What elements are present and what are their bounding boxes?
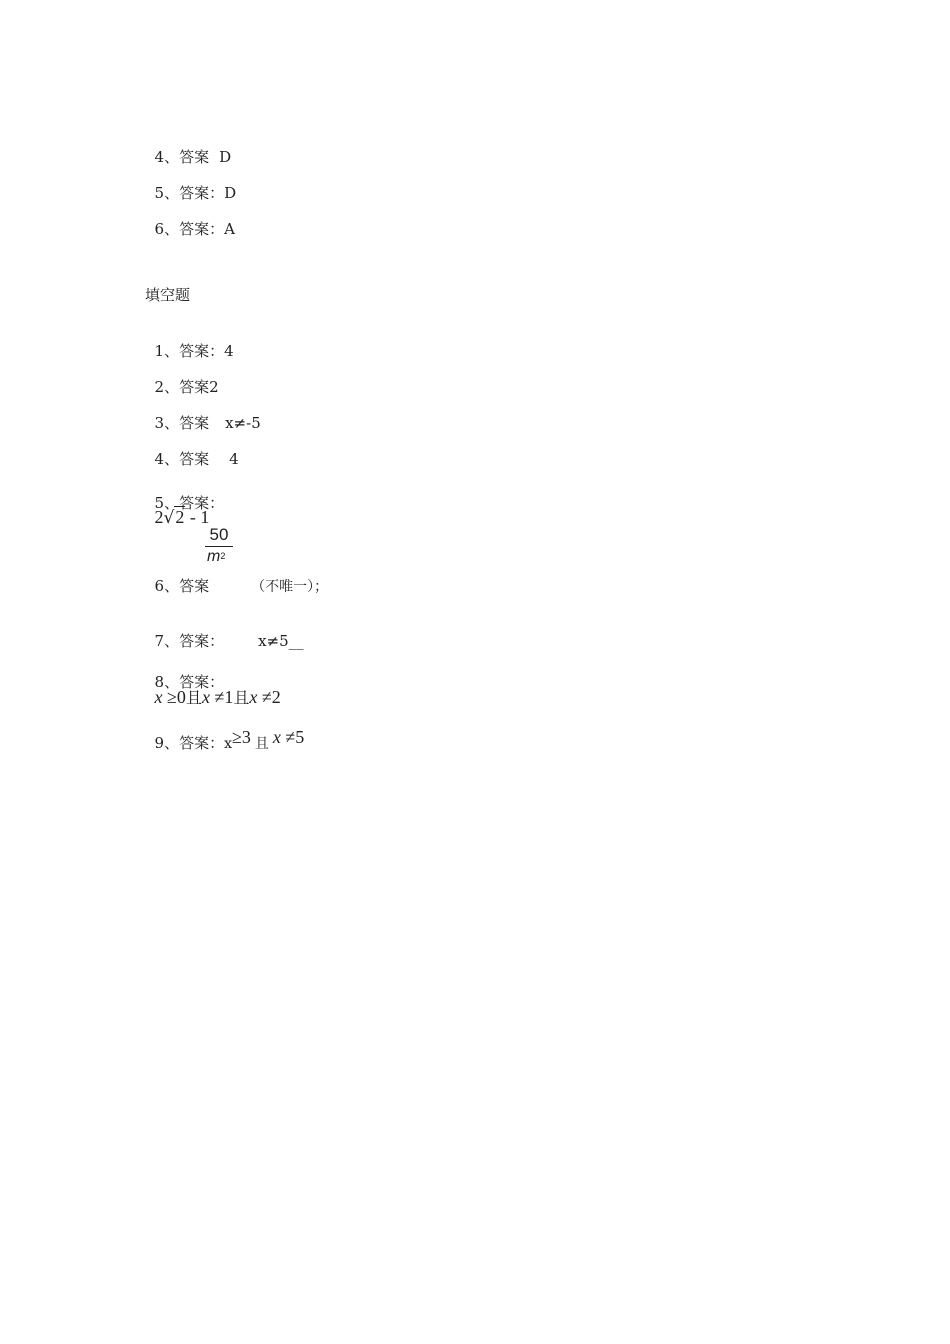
- answer-value: A: [224, 220, 235, 238]
- relation-ne-2: ≠2: [257, 687, 281, 707]
- choice-answer-4: [145, 127, 231, 167]
- answer-label: 4、答案: [154, 450, 210, 468]
- relation-ne-5: ≠5: [280, 727, 305, 747]
- relation-ne-1: ≠1: [209, 687, 234, 707]
- choice-answer-5: [145, 163, 236, 203]
- radical-sign-icon: √: [163, 508, 175, 528]
- fill-answer-4: [145, 429, 239, 469]
- conjunction-and: 且: [254, 736, 269, 752]
- answer-label: 3、答案: [154, 414, 210, 432]
- conjunction-and: 且: [233, 688, 250, 707]
- answer-label: 2、答案: [154, 378, 210, 396]
- coefficient: 2: [154, 507, 164, 527]
- answer-value: x≠5__: [258, 632, 304, 650]
- variable-x: x: [154, 687, 163, 707]
- answer-label: 1、答案：: [154, 342, 225, 360]
- conjunction-and: 且: [185, 688, 202, 707]
- relation-ge-0: ≥0: [162, 687, 186, 707]
- answer-label: 4、答案: [154, 148, 210, 166]
- answer-label: 6、答案：: [154, 220, 225, 238]
- inequality-ne-5: [269, 727, 304, 747]
- answer-label: 5、答案：: [154, 184, 225, 202]
- fill-answer-2: [145, 357, 219, 397]
- variable-x: x: [201, 687, 210, 707]
- answer-value: x≠-5: [225, 414, 261, 432]
- fill-answer-9: [145, 712, 304, 754]
- fill-answer-3: [145, 393, 261, 433]
- answer-label: 7、答案：: [154, 632, 225, 650]
- answer-value: 4: [224, 342, 234, 360]
- variable-x: x: [249, 687, 258, 707]
- radicand: 2: [175, 507, 185, 527]
- denominator-exponent: 2: [220, 551, 226, 561]
- answer-label: 5、答案：: [154, 494, 225, 512]
- fill-answer-1: [145, 321, 234, 361]
- answer-label: 8、答案：: [154, 673, 225, 691]
- answer-label: 9、答案：: [154, 734, 225, 752]
- inequality-expression: [155, 687, 281, 707]
- relation-ge-3: ≥3: [232, 727, 251, 747]
- section-title-fill-in: 填空题: [145, 286, 191, 304]
- variable-x: x: [224, 736, 232, 752]
- fill-answer-7: [145, 611, 304, 651]
- answer-value: 2: [209, 378, 219, 396]
- fill-answer-8: [145, 652, 281, 713]
- answer-value: D: [224, 184, 237, 202]
- fraction-numerator: 50: [209, 525, 229, 544]
- sqrt-expression: [155, 507, 210, 527]
- expression-tail: - 1: [189, 507, 210, 527]
- answer-value: D: [219, 148, 232, 166]
- fill-answer-6: [145, 556, 328, 597]
- answer-value: 4: [229, 450, 239, 468]
- answer-note: （不唯一）；: [251, 579, 329, 595]
- choice-answer-6: [145, 199, 235, 239]
- denominator-base: m: [207, 548, 221, 565]
- answer-label: 6、答案: [154, 577, 210, 595]
- variable-x: x: [272, 727, 281, 747]
